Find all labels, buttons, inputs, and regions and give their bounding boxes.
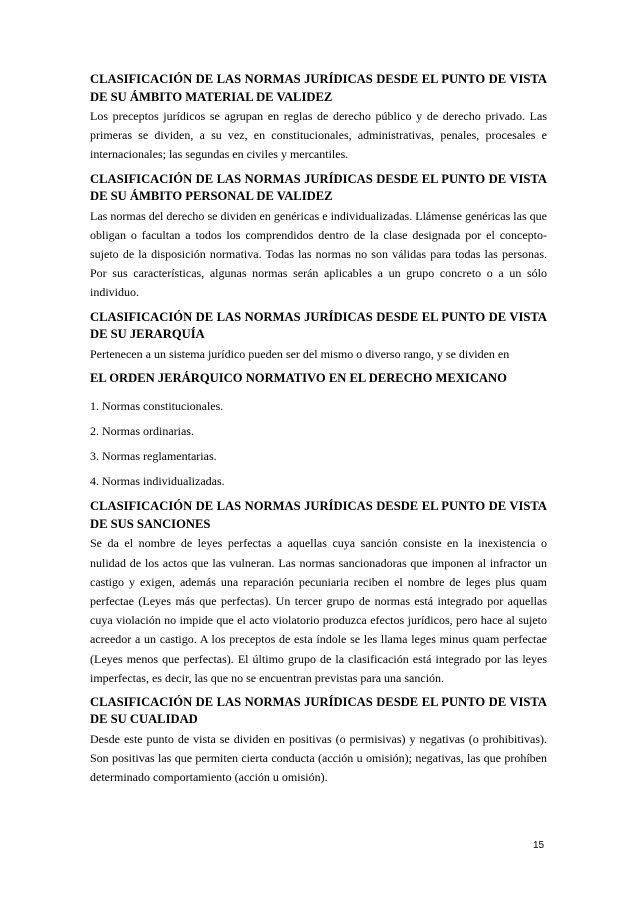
page-number: 15: [533, 840, 545, 851]
section-jerarquia: [90, 309, 547, 364]
list-item: 3. Normas reglamentarias.: [90, 449, 217, 464]
section-body: Pertenecen a un sistema jurídico pueden ser del mismo o diverso rango, y se dividen en: [90, 346, 510, 361]
section-body: Las normas del derecho se dividen en genéricas e individualizadas. Llámense genéricas las que obligan o facultan a todos los comprendidos dentro de la clase designada por el concepto-sujeto de la disposición normativa. Todas las normas no son válidas para todas las personas. Por sus características, algunas normas serán aplicables a un grupo concreto o a un sólo individuo.: [90, 208, 547, 300]
hierarchy-list: [90, 398, 547, 490]
section-ambito-material: [90, 71, 547, 165]
section-heading: CLASIFICACIÓN DE LAS NORMAS JURÍDICAS DESDE EL PUNTO DE VISTA DE SU ÁMBITO MATERIAL DE VALIDEZ: [90, 72, 547, 104]
section-body: Desde este punto de vista se dividen en positivas (o permisivas) y negativas (o prohibitivas). Son positivas las que permiten cierta conducta (acción u omisión); negativas, las que prohíben determinado comportamiento (acción u omisión).: [90, 731, 547, 785]
hierarchy-heading: EL ORDEN JERÁRQUICO NORMATIVO EN EL DERECHO MEXICANO: [90, 370, 507, 385]
section-cualidad: [90, 694, 547, 788]
section-heading: CLASIFICACIÓN DE LAS NORMAS JURÍDICAS DESDE EL PUNTO DE VISTA DE SU JERARQUÍA: [90, 309, 547, 342]
section-body: Se da el nombre de leyes perfectas a aquellas cuya sanción consiste en la inexistencia o nulidad de los actos que las vulneran. Las normas sancionadoras que imponen al infractor un castigo y exigen, además una reparación pecuniaria reciben el nombre de leges plus quam perfectae (Leyes más que perfectas). Un tercer grupo de normas está integrado por aquellas cuya violación no impide que el acto violatorio produzca efectos jurídicos, pero hace al sujeto acreedor a un castigo. A los preceptos de esta índole se les llama leges minus quam perfectae (Leyes menos que perfectas). El último grupo de la clasificación está integrado por las leyes imperfectas, es decir, las que no se encuentran previstas para una sanción.: [90, 536, 547, 685]
section-heading: CLASIFICACIÓN DE LAS NORMAS JURÍDICAS DESDE EL PUNTO DE VISTA DE SU CUALIDAD: [90, 694, 547, 727]
list-item: 4. Normas individualizadas.: [90, 474, 225, 489]
section-heading: CLASIFICACIÓN DE LAS NORMAS JURÍDICAS DESDE EL PUNTO DE VISTA DE SU ÁMBITO PERSONAL DE VALIDEZ: [90, 171, 547, 204]
section-sanciones: [90, 498, 547, 688]
section-ambito-personal: [90, 171, 547, 303]
list-item: 2. Normas ordinarias.: [90, 424, 194, 439]
page-content: [90, 71, 547, 794]
list-item: 1. Normas constitucionales.: [90, 399, 224, 414]
section-body: Los preceptos jurídicos se agrupan en reglas de derecho público y de derecho privado. Las primeras se dividen, a su vez, en constitucionales, administrativas, penales, procesales e internacionales; las segundas en civiles y mercantiles.: [90, 109, 547, 162]
section-heading: CLASIFICACIÓN DE LAS NORMAS JURÍDICAS DESDE EL PUNTO DE VISTA DE SUS SANCIONES: [90, 499, 547, 531]
